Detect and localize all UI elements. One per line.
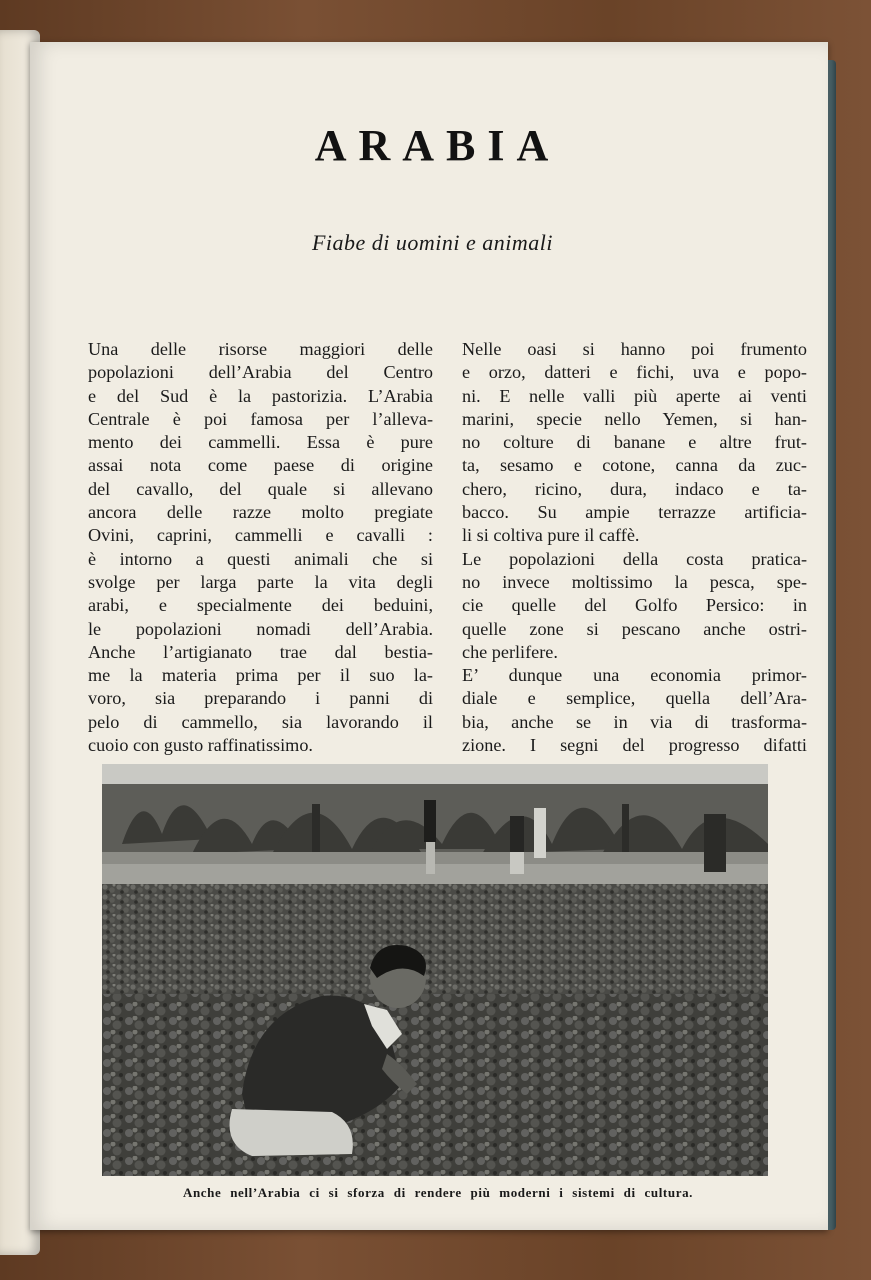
text-line: Ovini, caprini, cammelli e cavalli : [88, 525, 433, 546]
text-line: è intorno a questi animali che si [88, 548, 433, 569]
text-line: e orzo, datteri e fichi, uva e popo- [462, 362, 807, 383]
text-line: Nelle oasi si hanno poi frumento [462, 339, 807, 359]
text-line: me la materia prima per il suo la- [88, 665, 433, 686]
text-line: mento dei cammelli. Essa è pure [88, 432, 433, 453]
text-line: Una delle risorse maggiori delle [88, 339, 433, 359]
text-line: E’ dunque una economia primor- [462, 665, 807, 686]
text-line: del cavallo, del quale si allevano [88, 478, 433, 499]
book-page [30, 42, 828, 1230]
text-line: diale e semplice, quella dell’Ara- [462, 688, 807, 709]
text-line: voro, sia preparando i panni di [88, 688, 433, 709]
photo-caption: Anche nell’Arabia ci si sforza di rendere più moderni i sistemi di cultura. [182, 1185, 694, 1200]
text-line: Centrale è poi famosa per l’alleva- [88, 408, 433, 429]
text-line: ancora delle razze molto pregiate [88, 502, 433, 523]
text-line: ta, sesamo e cotone, canna da zuc- [462, 455, 807, 476]
text-column-right [462, 338, 807, 757]
text-line: marini, specie nello Yemen, si han- [462, 408, 807, 429]
text-line: che perlifere. [462, 641, 558, 662]
text-line: arabi, e specialmente dei beduini, [88, 595, 433, 616]
text-line: no invece moltissimo la pesca, spe- [462, 571, 807, 592]
page-subtitle: Fiabe di uomini e animali [311, 230, 554, 255]
text-line: quelle zone si pescano anche ostri- [462, 618, 807, 639]
text-line: Le popolazioni della costa pratica- [462, 548, 807, 569]
text-line: chero, ricino, dura, indaco e ta- [462, 478, 807, 499]
text-line: le popolazioni nomadi dell’Arabia. [88, 618, 433, 639]
field-workers-photo [102, 764, 768, 1176]
text-line: bia, anche se in via di trasforma- [462, 711, 807, 732]
text-line: no colture di banane e altre frut- [462, 432, 807, 453]
text-line: pelo di cammello, sia lavorando il [88, 711, 433, 732]
text-line: ni. E nelle valli più aperte ai venti [462, 385, 807, 406]
text-line: e del Sud è la pastorizia. L’Arabia [88, 385, 433, 406]
text-line: li si coltiva pure il caffè. [462, 525, 640, 546]
text-line: Anche l’artigianato trae dal bestia- [88, 641, 433, 662]
text-column-left [88, 338, 433, 757]
page-title: ARABIA [314, 121, 561, 170]
text-line: cie quelle del Golfo Persico: in [462, 595, 807, 616]
text-line: cuoio con gusto raffinatissimo. [88, 735, 313, 756]
text-line: popolazioni dell’Arabia del Centro [88, 362, 433, 383]
text-line: svolge per larga parte la vita degli [88, 571, 433, 592]
text-line: zione. I segni del progresso difatti [462, 735, 807, 756]
text-line: bacco. Su ampie terrazze artificia- [462, 502, 807, 523]
text-line: assai nota come paese di origine [88, 455, 433, 476]
